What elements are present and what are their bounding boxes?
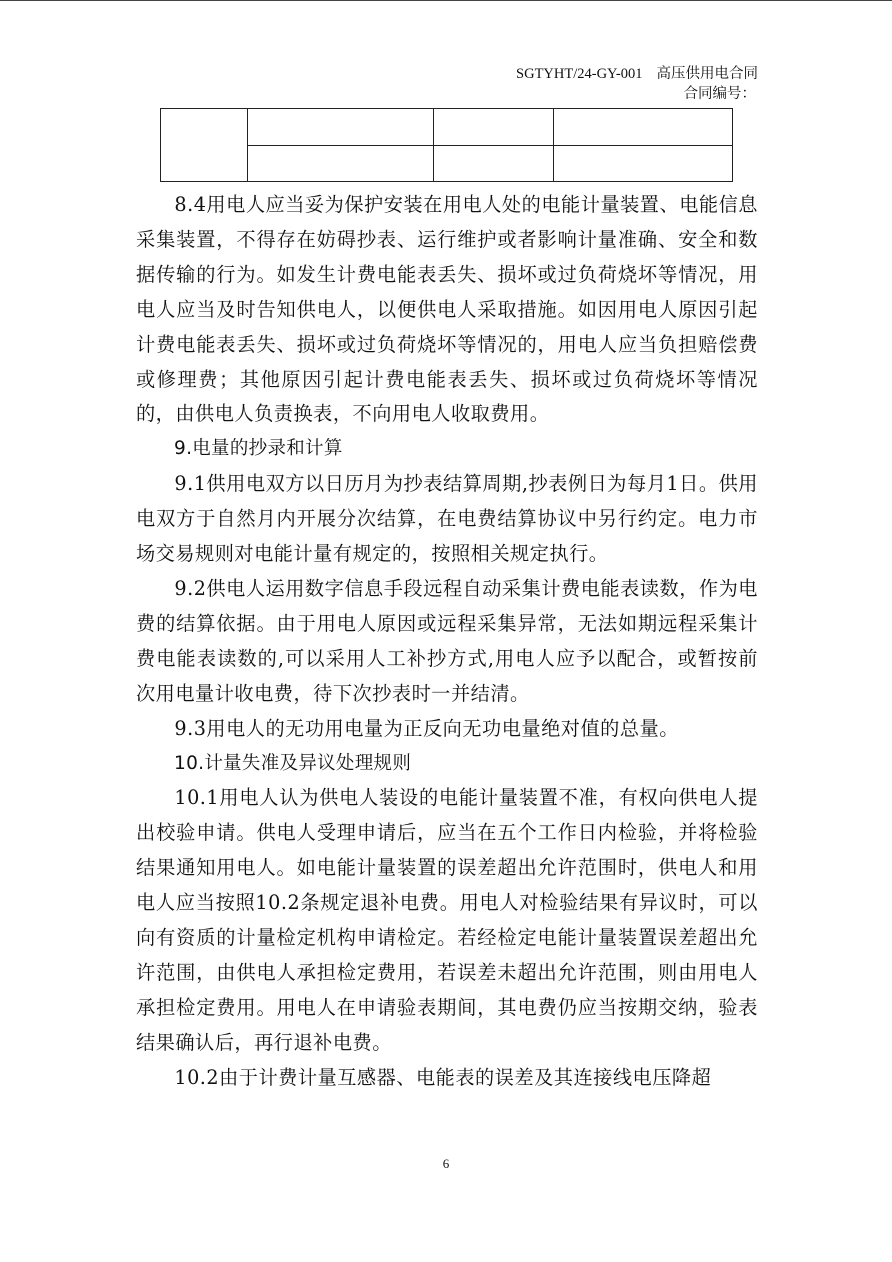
document-code: SGTYHT/24-GY-001 [516, 66, 643, 82]
page-number: 6 [442, 1156, 450, 1171]
table-cell [554, 109, 733, 146]
contract-number-label: 合同编号： [683, 86, 756, 102]
top-border-line [0, 0, 892, 1]
clause-9-1: 9.1供用电双方以日历月为抄表结算周期,抄表例日为每月1日。供用电双方于自然月内开展分次结算，在电费结算协议中另行约定。电力市场交易规则对电能计量有规定的，按照相关规定执行。 [136, 472, 758, 566]
document-title: 高压供用电合同 [656, 66, 758, 82]
page-header [516, 64, 758, 104]
table-cell [161, 109, 248, 182]
document-body [136, 188, 758, 1096]
table-cell [433, 145, 554, 182]
table-cell [554, 145, 733, 182]
section-9-heading: 9.电量的抄录和计算 [174, 438, 343, 460]
table-row [161, 109, 733, 146]
clause-9-2: 9.2供电人运用数字信息手段远程自动采集计费电能表读数，作为电费的结算依据。由于用电人原因或远程采集异常，无法如期远程采集计费电能表读数的,可以采用人工补抄方式,用电人应予以配合，或暂按前次用电量计收电费，待下次抄表时一并结清。 [136, 576, 758, 705]
table-cell [247, 145, 433, 182]
table-cell [247, 109, 433, 146]
clause-9-3: 9.3用电人的无功用电量为正反向无功电量绝对值的总量。 [174, 716, 679, 740]
clause-8-4: 8.4用电人应当妥为保护安装在用电人处的电能计量装置、电能信息采集装置，不得存在妨碍抄表、运行维护或者影响计量准确、安全和数据传输的行为。如发生计费电能表丢失、损坏或过负荷烧坏等情况，用电人应当及时告知供电人，以便供电人采取措施。如因用电人原因引起计费电能表丢失、损坏或过负荷烧坏等情况的，用电人应当负担赔偿费或修理费；其他原因引起计费电能表丢失、损坏或过负荷烧坏等情况的，由供电人负责换表，不向用电人收取费用。 [136, 193, 758, 426]
table-cell [433, 109, 554, 146]
form-table-fragment [160, 108, 733, 182]
clause-10-1: 10.1用电人认为供电人装设的电能计量装置不准，有权向供电人提出校验申请。供电人受理申请后，应当在五个工作日内检验，并将检验结果通知用电人。如电能计量装置的误差超出允许范围时，供电人和用电人应当按照10.2条规定退补电费。用电人对检验结果有异议时，可以向有资质的计量检定机构申请检定。若经检定电能计量装置误差超出允许范围，由供电人承担检定费用，若误差未超出允许范围，则由用电人承担检定费用。用电人在申请验表期间，其电费仍应当按期交纳，验表结果确认后，再行退补电费。 [136, 786, 758, 1054]
clause-10-2: 10.2由于计费计量互感器、电能表的误差及其连接线电压降超 [174, 1065, 712, 1089]
section-10-heading: 10.计量失准及异议处理规则 [174, 752, 412, 774]
